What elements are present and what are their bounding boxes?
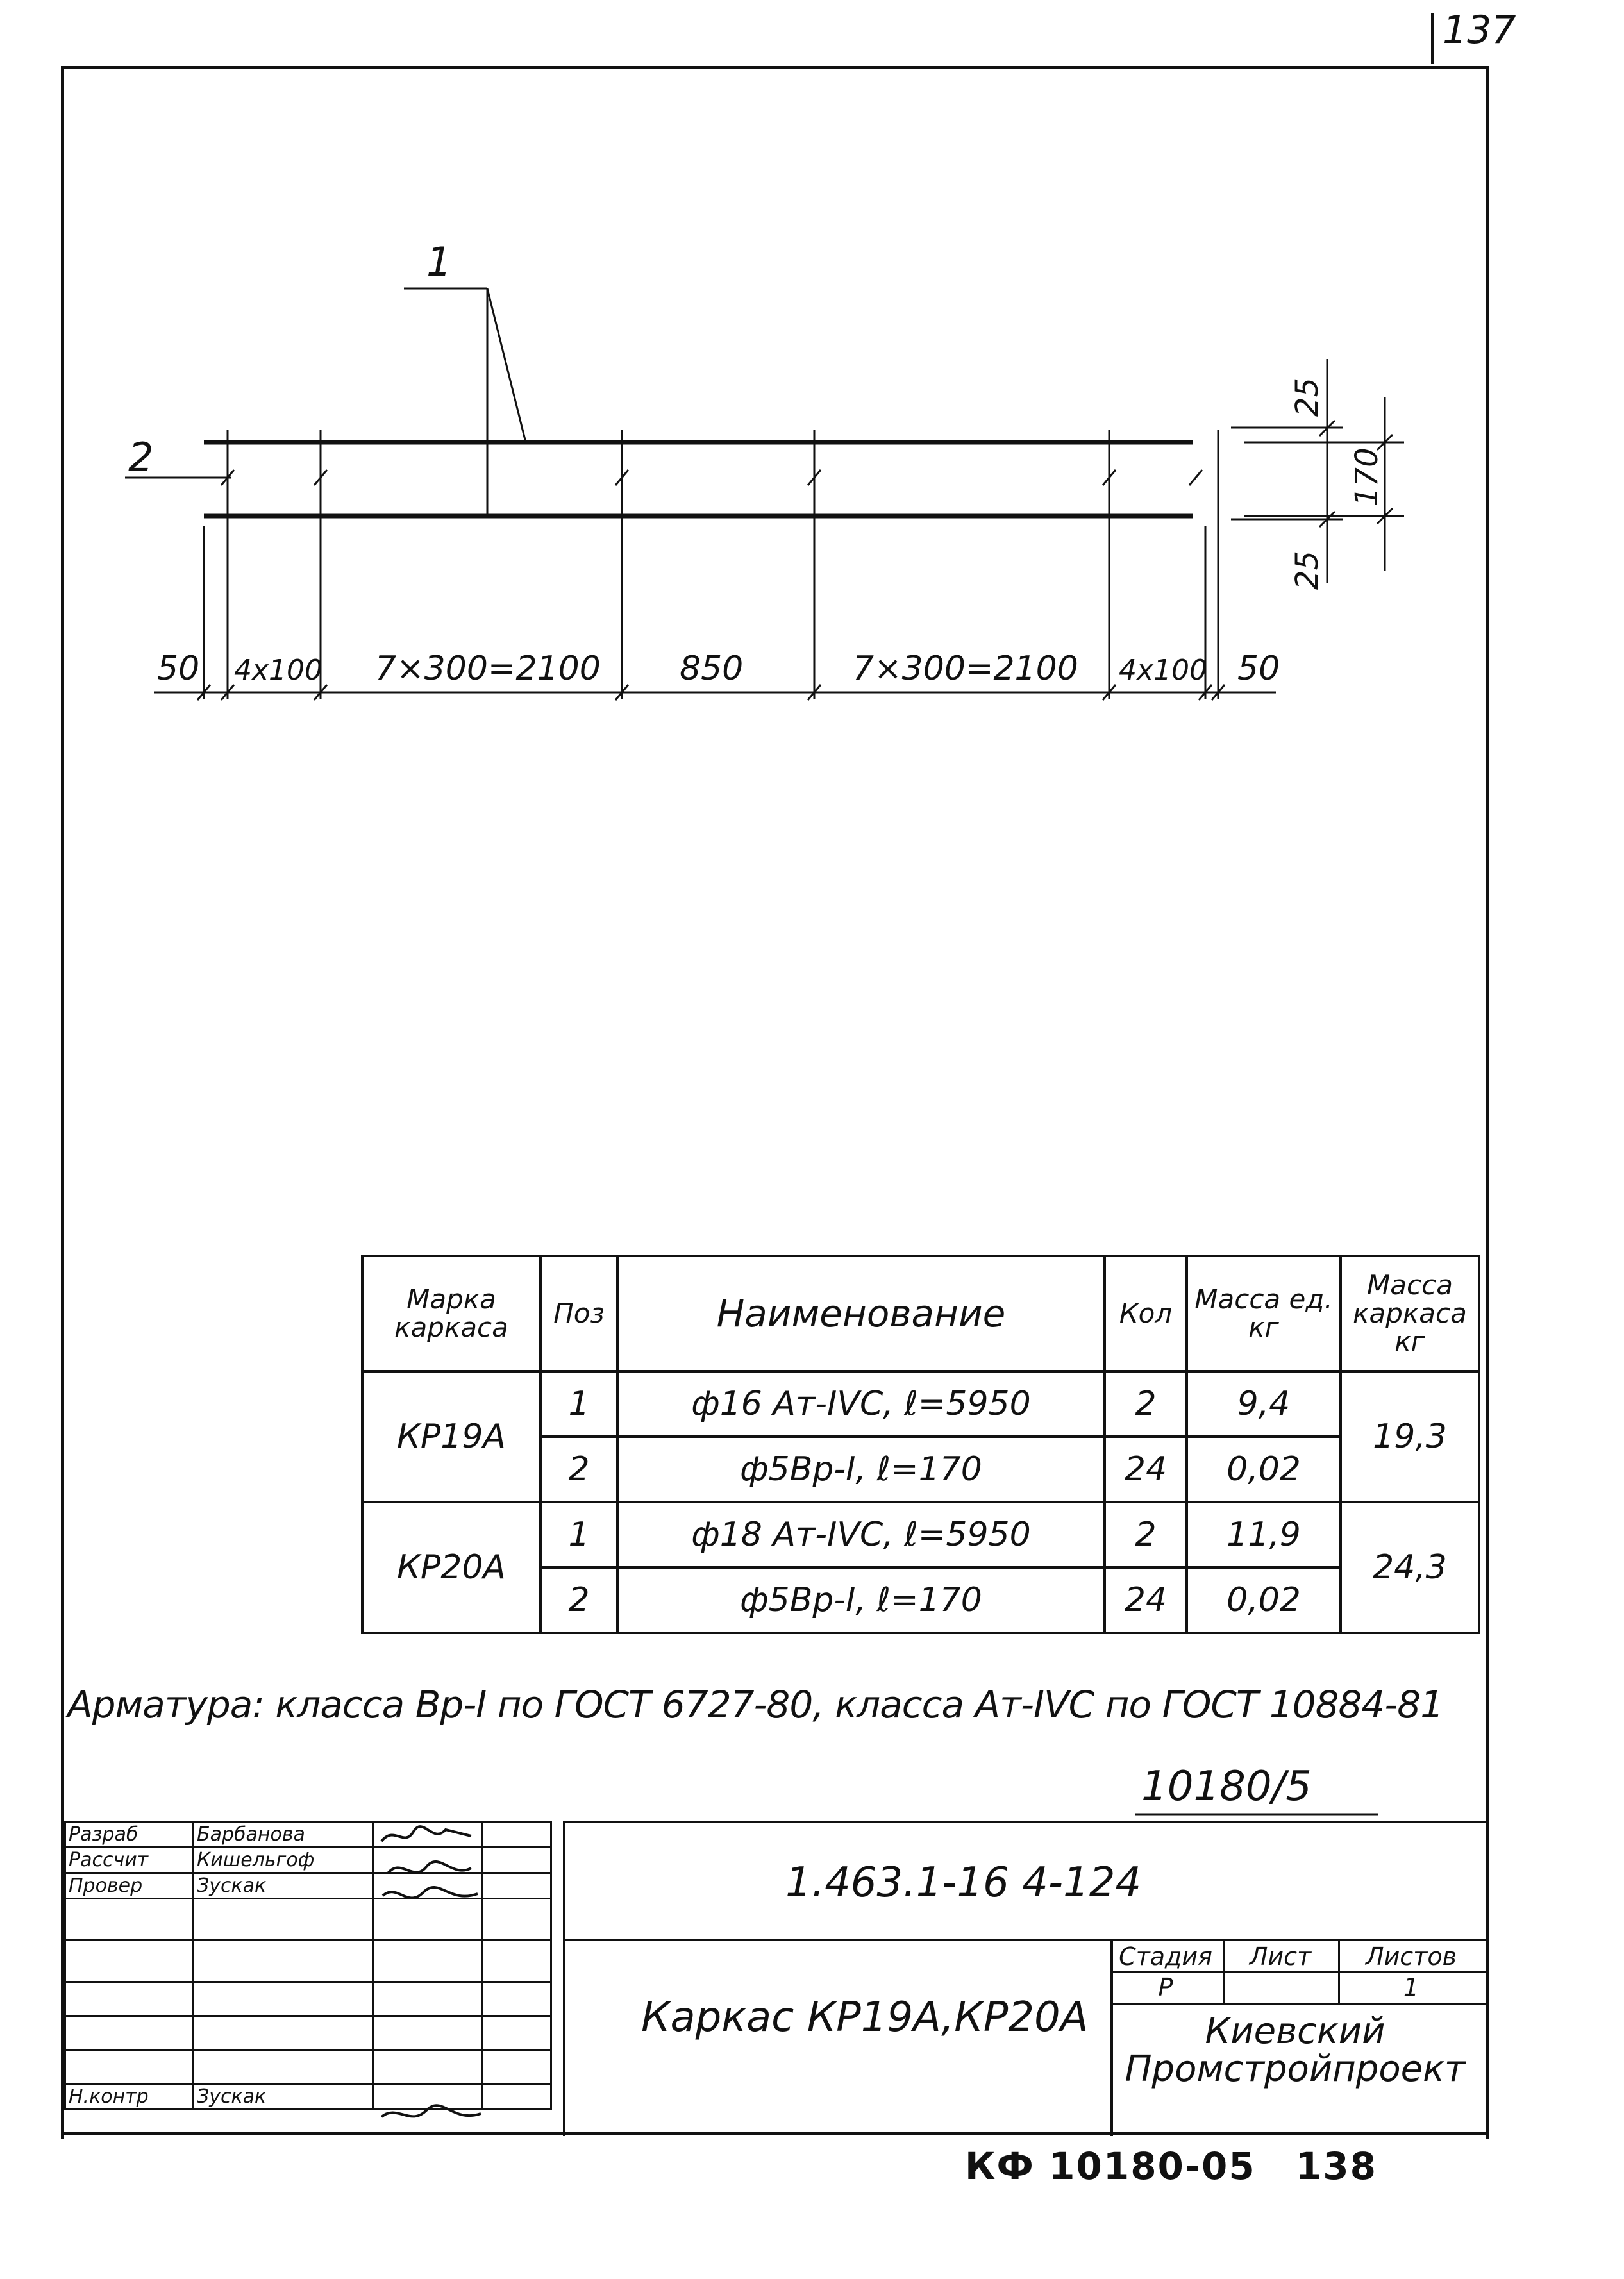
pos-cell: 1: [540, 1502, 617, 1567]
name-cell: [194, 1899, 373, 1941]
name-cell: ф16 Ат-IVС, ℓ=5950: [617, 1371, 1105, 1437]
reinforcement-note: Арматура: класса Вр-I по ГОСТ 6727-80, класса Ат-IVС по ГОСТ 10884-81: [67, 1683, 1444, 1726]
sheets-label: Листов: [1366, 1942, 1457, 1971]
document-code: 1.463.1-16 4-124: [785, 1859, 1142, 1907]
signature-checker: [383, 1887, 478, 1898]
role-cell: [65, 2050, 194, 2084]
signatures: [375, 1822, 487, 2130]
unit-mass-cell: 0,02: [1187, 1567, 1341, 1633]
unit-mass-cell: 0,02: [1187, 1437, 1341, 1502]
date-cell: [482, 1899, 551, 1941]
position-label-2: 2: [128, 434, 154, 481]
table-header-row: [362, 1256, 1479, 1371]
date-cell: [482, 2084, 551, 2110]
frame-mass-cell: 24,3: [1341, 1502, 1479, 1633]
name-cell: [194, 2016, 373, 2050]
role-cell: [65, 1982, 194, 2016]
name-cell: [194, 1941, 373, 1982]
frame-mass-cell: 19,3: [1341, 1371, 1479, 1502]
date-cell: [482, 1941, 551, 1982]
date-cell: [482, 2050, 551, 2084]
dim-right-top: 25: [1289, 377, 1325, 417]
role-cell: Н.контр: [65, 2084, 194, 2110]
date-cell: [482, 1873, 551, 1899]
dim-bottom-3: 850: [680, 649, 744, 688]
sheet-code: 10180/5: [1141, 1763, 1312, 1810]
name-cell: Зускак: [194, 2084, 373, 2110]
header-qty: Кол: [1105, 1256, 1187, 1371]
date-cell: [482, 1982, 551, 2016]
specification-table: [361, 1255, 1480, 1634]
date-cell: [482, 2016, 551, 2050]
organization-name: Киевский Промстройпроект: [1125, 2010, 1466, 2090]
sheets-value: 1: [1403, 1973, 1419, 2001]
dim-bottom-0: 50: [157, 649, 200, 688]
position-label-1: 1: [426, 238, 452, 285]
stage-value: Р: [1158, 1973, 1173, 2001]
drawing-title: Каркас КР19А,КР20А: [641, 1994, 1089, 2041]
qty-cell: 24: [1105, 1437, 1187, 1502]
dim-bottom-4: 7×300=2100: [853, 649, 1078, 688]
role-cell: Провер: [65, 1873, 194, 1899]
mark-cell: КР19А: [362, 1371, 540, 1502]
sheet-number: 137: [1443, 8, 1516, 53]
name-cell: ф5Вр-I, ℓ=170: [617, 1437, 1105, 1502]
date-cell: [482, 1848, 551, 1873]
dim-bottom-2: 7×300=2100: [375, 649, 601, 688]
role-cell: [65, 2016, 194, 2050]
stage-label: Стадия: [1119, 1942, 1212, 1971]
sheet-label: Лист: [1249, 1942, 1312, 1971]
dim-bottom-1: 4x100: [234, 654, 323, 687]
unit-mass-cell: 9,4: [1187, 1371, 1341, 1437]
name-cell: Барбанова: [194, 1822, 373, 1848]
header-pos: Поз: [540, 1256, 617, 1371]
unit-mass-cell: 11,9: [1187, 1502, 1341, 1567]
pos-cell: 2: [540, 1567, 617, 1633]
sheet-code-underline: [1135, 1811, 1391, 1817]
pos-cell: 1: [540, 1371, 617, 1437]
dim-bottom-5: 4x100: [1119, 654, 1208, 687]
header-name: Наименование: [617, 1256, 1105, 1371]
signature-calculator: [388, 1862, 471, 1873]
signature-norm-control: [381, 2105, 481, 2117]
name-cell: Кишельгоф: [194, 1848, 373, 1873]
role-cell: [65, 1899, 194, 1941]
qty-cell: 2: [1105, 1502, 1187, 1567]
table-row: [362, 1371, 1479, 1437]
archive-number: [965, 2144, 1377, 2188]
name-cell: [194, 2050, 373, 2084]
role-cell: Разраб: [65, 1822, 194, 1848]
frame-drawing: [0, 0, 1624, 769]
role-cell: Рассчит: [65, 1848, 194, 1873]
dim-bottom-6: 50: [1237, 649, 1280, 688]
name-cell: [194, 1982, 373, 2016]
name-cell: Зускак: [194, 1873, 373, 1899]
table-row: [362, 1502, 1479, 1567]
date-cell: [482, 1822, 551, 1848]
mark-cell: КР20А: [362, 1502, 540, 1633]
name-cell: ф18 Ат-IVС, ℓ=5950: [617, 1502, 1105, 1567]
role-cell: [65, 1941, 194, 1982]
dim-right-bottom: 25: [1289, 550, 1325, 590]
pos-cell: 2: [540, 1437, 617, 1502]
header-frame-mass: Масса каркаса кг: [1341, 1256, 1479, 1371]
archive-code: КФ 10180-05: [965, 2144, 1256, 2188]
dim-right-middle: 170: [1349, 447, 1385, 506]
qty-cell: 24: [1105, 1567, 1187, 1633]
name-cell: ф5Вр-I, ℓ=170: [617, 1567, 1105, 1633]
header-unit-mass: Масса ед. кг: [1187, 1256, 1341, 1371]
qty-cell: 2: [1105, 1371, 1187, 1437]
archive-page: 138: [1295, 2144, 1377, 2188]
signature-developer: [381, 1826, 471, 1841]
header-mark: Марка каркаса: [362, 1256, 540, 1371]
